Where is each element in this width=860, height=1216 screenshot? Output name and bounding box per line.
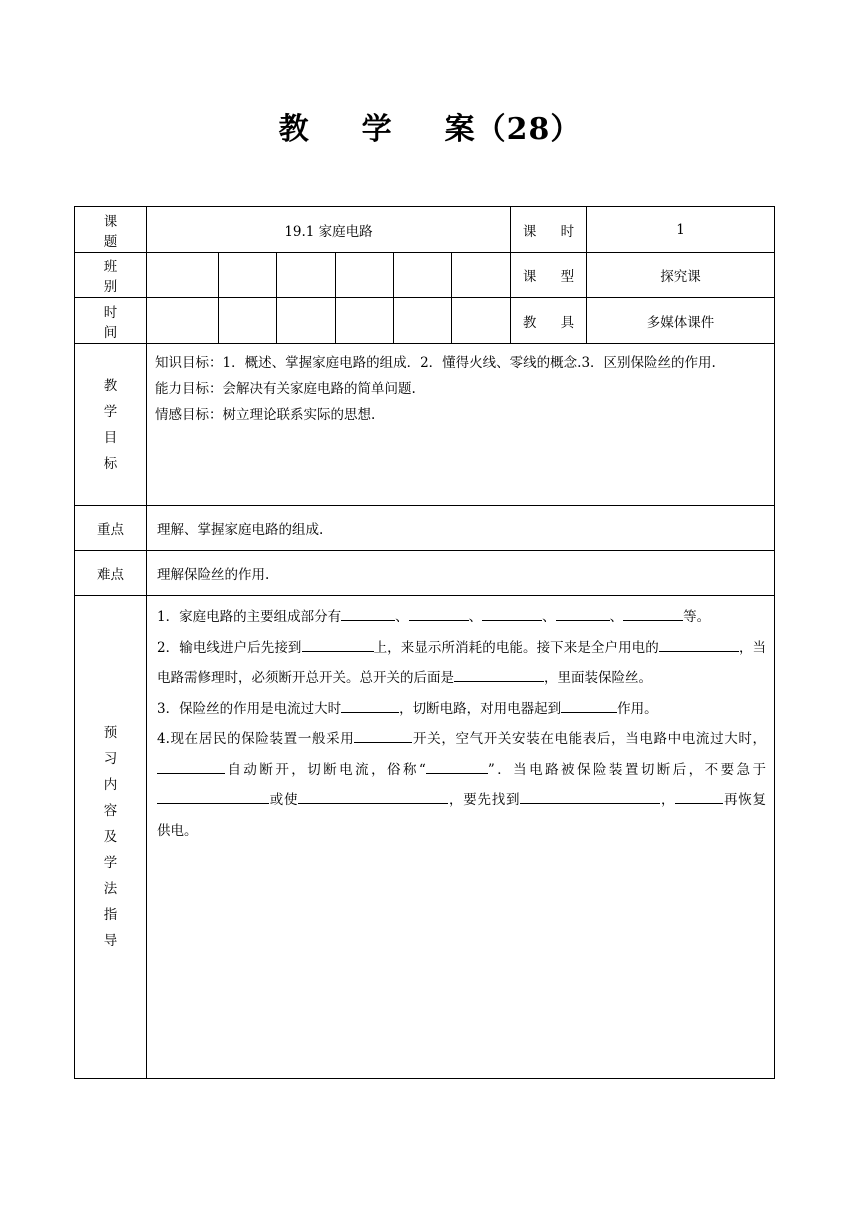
answer-blank[interactable]: [341, 697, 399, 713]
preview-content: [147, 596, 775, 1079]
key-point: 理解、掌握家庭电路的组成.: [147, 506, 775, 551]
answer-blank[interactable]: [302, 636, 374, 652]
lesson-plan-table: [74, 206, 775, 1079]
label-goals: 教 学 目 标: [75, 344, 147, 506]
class-cell: [219, 253, 277, 298]
answer-blank[interactable]: [354, 727, 412, 743]
row-key: [75, 506, 775, 551]
class-cell: [452, 253, 511, 298]
difficulty-point: 理解保险丝的作用.: [147, 551, 775, 596]
value-type: 探究课: [587, 253, 775, 298]
time-cell: [336, 298, 394, 344]
answer-blank[interactable]: [659, 636, 739, 652]
label-time: 时 间: [75, 298, 147, 344]
time-cell: [452, 298, 511, 344]
label-class: 班 别: [75, 253, 147, 298]
answer-blank[interactable]: [556, 605, 610, 621]
class-cell: [277, 253, 336, 298]
answer-blank[interactable]: [409, 605, 469, 621]
title-part-3: 案（28）: [444, 112, 582, 147]
row-class: [75, 253, 775, 298]
answer-blank[interactable]: [157, 788, 269, 804]
label-type: 课 型: [511, 253, 587, 298]
row-preview: [75, 596, 775, 1079]
answer-blank[interactable]: [561, 697, 617, 713]
answer-blank[interactable]: [675, 788, 723, 804]
answer-blank[interactable]: [157, 758, 225, 774]
goal-knowledge: 知识目标：1．概述、掌握家庭电路的组成．2．懂得火线、零线的概念.3．区别保险丝的作用.: [155, 355, 716, 371]
label-tools: 教 具: [511, 298, 587, 344]
answer-blank[interactable]: [454, 666, 544, 682]
value-period: 1: [587, 207, 775, 253]
class-cell: [336, 253, 394, 298]
time-cell: [147, 298, 219, 344]
goals-content: [147, 344, 775, 506]
answer-blank[interactable]: [623, 605, 683, 621]
answer-blank[interactable]: [426, 758, 488, 774]
value-topic: 19.1 家庭电路: [147, 207, 511, 253]
row-goals: [75, 344, 775, 506]
answer-blank[interactable]: [341, 605, 395, 621]
page-title: [0, 104, 860, 148]
label-preview: 预 习 内 容 及 学 法 指 导: [75, 596, 147, 1079]
label-difficulty: 难点: [75, 551, 147, 596]
time-cell: [219, 298, 277, 344]
preview-q2: 2．输电线进户后先接到 上，来显示所消耗的电能。接下来是全户用电的 ，当电路需修理时，必须断开总开关。总开关的后面是 ，里面装保险丝。: [157, 633, 766, 694]
answer-blank[interactable]: [298, 788, 448, 804]
answer-blank[interactable]: [482, 605, 542, 621]
class-cell: [147, 253, 219, 298]
preview-q1: 1．家庭电路的主要组成部分有 、 、 、 、 等。: [157, 602, 766, 633]
goal-ability: 能力目标：会解决有关家庭电路的简单问题.: [155, 381, 416, 397]
value-tools: 多媒体课件: [587, 298, 775, 344]
goal-emotion: 情感目标：树立理论联系实际的思想.: [155, 407, 376, 423]
time-cell: [394, 298, 452, 344]
answer-blank[interactable]: [520, 788, 660, 804]
title-part-2: 学: [361, 112, 393, 147]
preview-q4: 4.现在居民的保险装置一般采用 开关，空气开关安装在电能表后，当电路中电流过大时，自动断开，切断电流，俗称“ ”．当电路被保险装置切断后，不要急于或使 ，要先找到 ， 再恢复供电。: [157, 724, 766, 846]
title-part-1: 教: [278, 112, 310, 147]
class-cell: [394, 253, 452, 298]
preview-q3: 3．保险丝的作用是电流过大时 ，切断电路，对用电器起到 作用。: [157, 694, 766, 725]
label-topic: 课 题: [75, 207, 147, 253]
row-difficulty: [75, 551, 775, 596]
row-topic: [75, 207, 775, 253]
row-time: [75, 298, 775, 344]
label-key: 重点: [75, 506, 147, 551]
time-cell: [277, 298, 336, 344]
label-period: 课 时: [511, 207, 587, 253]
